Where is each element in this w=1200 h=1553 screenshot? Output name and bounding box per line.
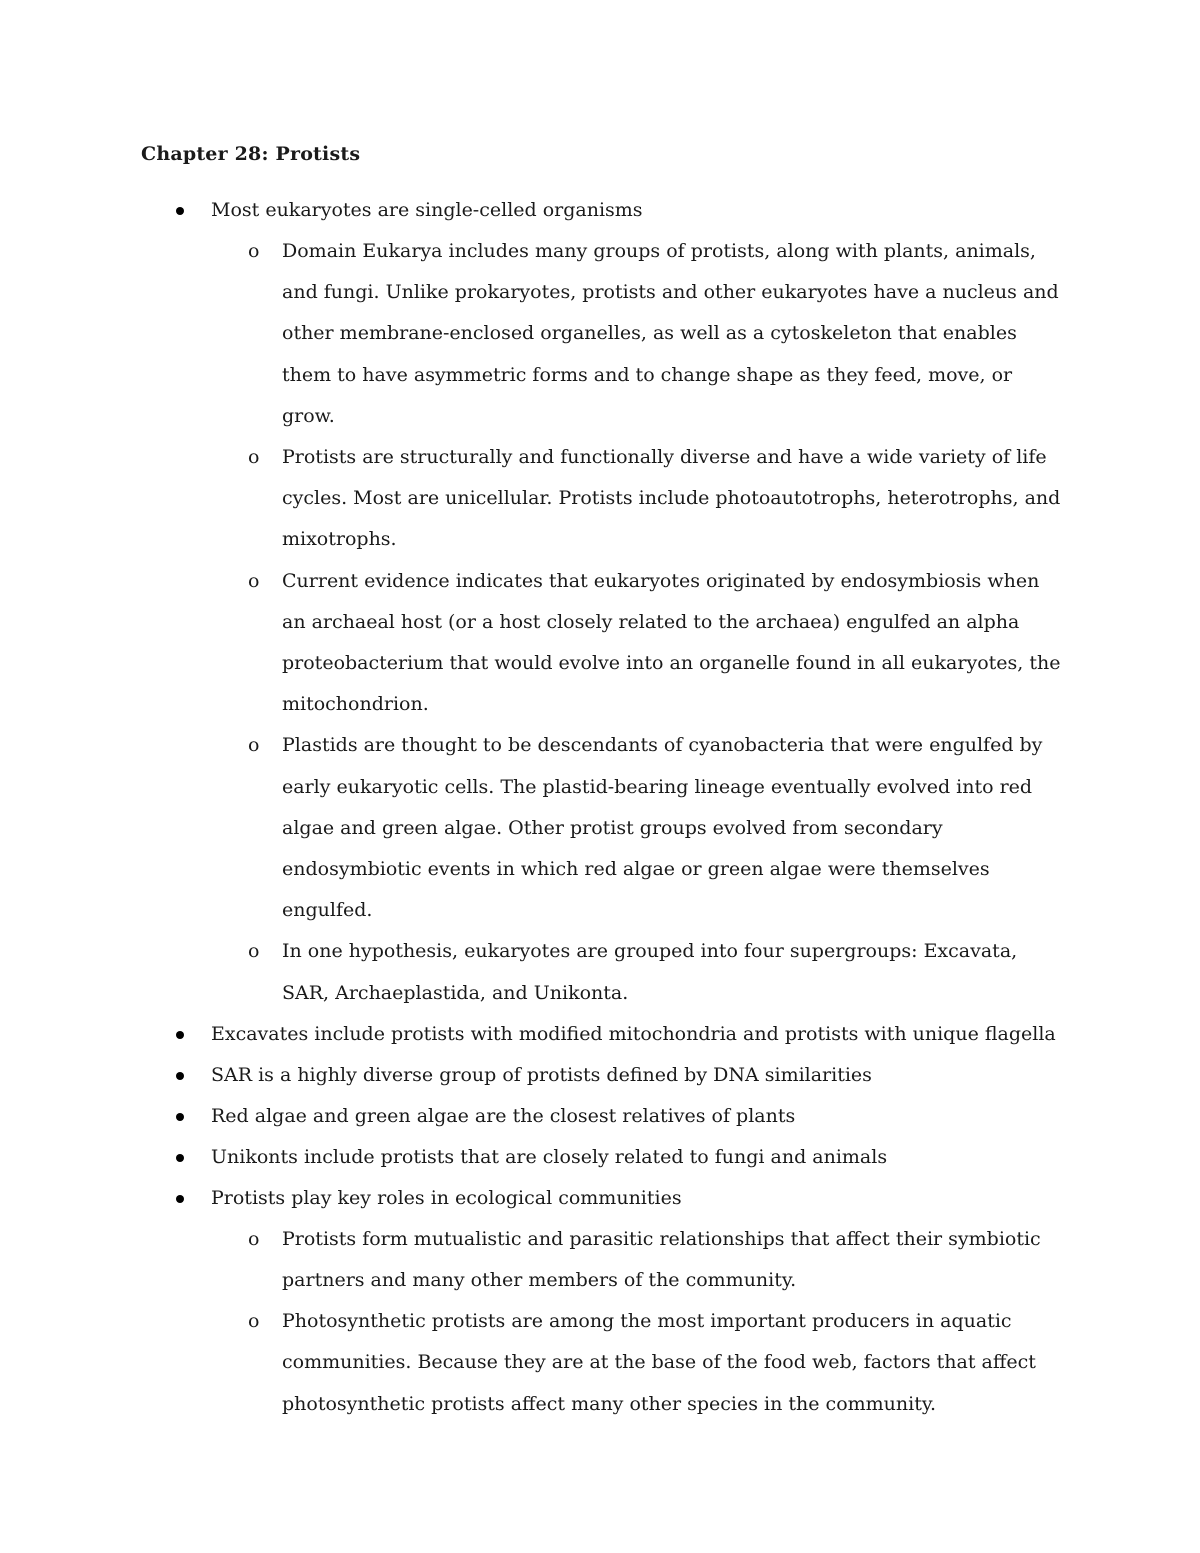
notes-body	[0, 190, 1200, 1425]
sub-list-item-text: Photosynthetic protists are among the most important producers in aquatic communities. Because they are at the base of the food web, factors that affect photosynthetic protists affect many other species in the community.	[282, 1310, 1036, 1415]
list-item-text: Most eukaryotes are single-celled organisms	[211, 199, 643, 221]
list-item-text: Unikonts include protists that are closely related to fungi and animals	[211, 1145, 888, 1168]
sub-list-item-text: Plastids are thought to be descendants of cyanobacteria that were engulfed by early eukaryotic cells. The plastid-bearing lineage eventually evolved into red algae and green algae. Other protist groups evolved from secondary endosymbiotic events in which red algae or green algae were themselves engulfed.	[282, 734, 1043, 922]
sub-list-item	[0, 1219, 1062, 1301]
sub-list	[211, 1219, 1200, 1425]
sub-list-item	[0, 561, 1062, 726]
sub-list-item	[0, 725, 1062, 931]
circle-bullet-icon: o	[248, 940, 260, 963]
sub-list-item	[0, 931, 1062, 1013]
sub-list-item-text: In one hypothesis, eukaryotes are grouped into four supergroups: Excavata, SAR, Archaeplastida, and Unikonta.	[282, 940, 1018, 1004]
circle-bullet-icon: o	[248, 240, 260, 262]
list-item	[0, 1096, 1200, 1137]
list-item-text: Protists play key roles in ecological communities	[211, 1186, 682, 1209]
list-item	[0, 1178, 1200, 1425]
circle-bullet-icon: o	[248, 734, 260, 757]
circle-bullet-icon: o	[248, 446, 260, 469]
sub-list-item	[0, 231, 1062, 437]
list-item	[0, 1055, 1200, 1096]
list-item-text: Red algae and green algae are the closest relatives of plants	[211, 1104, 796, 1127]
sub-list-item	[0, 437, 1062, 561]
list-item	[0, 190, 1200, 1014]
sub-list-item-text: Domain Eukarya includes many groups of protists, along with plants, animals, and fungi. Unlike prokaryotes, protists and other eukaryotes have a nucleus and other membrane-enclosed organelles, as well as a cytoskeleton that enables them to have asymmetric forms and to change shape as they feed, move, or grow.	[282, 240, 1059, 427]
bullet-dot-icon	[176, 1154, 184, 1162]
circle-bullet-icon: o	[248, 1227, 260, 1250]
list-item	[0, 1014, 1200, 1055]
list-item-text: Excavates include protists with modified mitochondria and protists with unique flagella	[211, 1022, 1056, 1045]
sub-list-item-text: Protists form mutualistic and parasitic relationships that affect their symbiotic partners and many other members of the community.	[282, 1227, 1041, 1292]
list-item-text: SAR is a highly diverse group of protists defined by DNA similarities	[211, 1063, 872, 1086]
bullet-dot-icon	[176, 207, 184, 215]
circle-bullet-icon: o	[248, 569, 260, 592]
bullet-dot-icon	[176, 1195, 184, 1203]
page-title: Chapter 28: Protists	[141, 143, 361, 165]
bullet-dot-icon	[176, 1113, 184, 1121]
list-item	[0, 1137, 1200, 1178]
circle-bullet-icon: o	[248, 1310, 260, 1333]
sub-list	[211, 231, 1200, 1014]
sub-list-item-text: Protists are structurally and functionally diverse and have a wide variety of life cycles. Most are unicellular. Protists include photoautotrophs, heterotrophs, and mixotrophs.	[282, 446, 1061, 551]
sub-list-item	[0, 1301, 1062, 1425]
bullet-dot-icon	[176, 1031, 184, 1039]
bullet-dot-icon	[176, 1072, 184, 1080]
bullet-list	[0, 190, 1200, 1425]
sub-list-item-text: Current evidence indicates that eukaryotes originated by endosymbiosis when an archaeal host (or a host closely related to the archaea) engulfed an alpha proteobacterium that would evolve into an organelle found in all eukaryotes, the mitochondrion.	[282, 569, 1061, 716]
